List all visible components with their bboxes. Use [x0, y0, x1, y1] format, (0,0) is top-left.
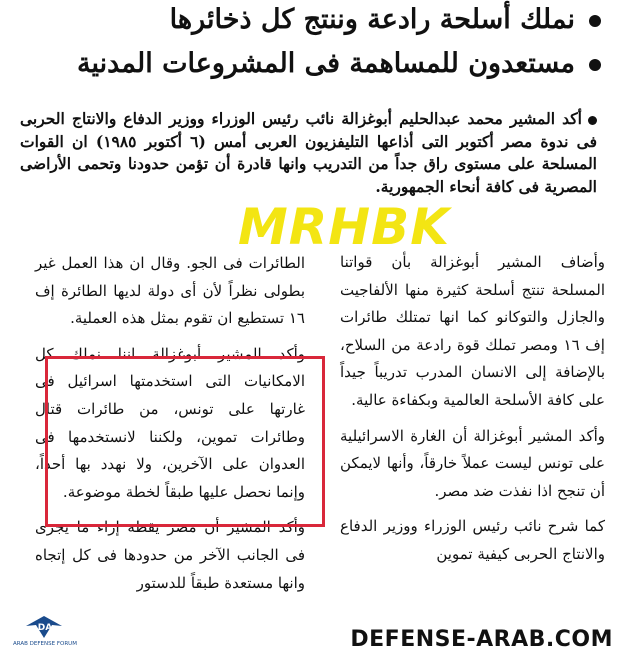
bullet-icon [589, 59, 601, 71]
lead-text: أكد المشير محمد عبدالحليم أبوغزالة نائب رئيس الوزراء ووزير الدفاع والانتاج الحربى فى ندوة مصر أكتوبر التى أذاعها التليفزيون العربى أمس (٦ أكتوبر ١٩٨٥) ان القوات المسلحة على مستوى راق جداً من التدريب وانها قادرة أن تؤمن حدودنا وتحمى الأراضى المصرية فى كافة أنحاء الجمهورية. [20, 109, 597, 196]
paragraph: كما شرح نائب رئيس الوزراء ووزير الدفاع والانتاج الحربى كيفية تموين [340, 517, 605, 563]
logo-caption: ARAB DEFENSE FORUM [13, 641, 77, 647]
forum-logo [2, 614, 88, 658]
paragraph: وأكد المشير أن مصر يقظة إزاء ما يجرى فى الجانب الآخر من حدودها فى كل إتجاه وانها مستعدة طبقاً للدستور [35, 518, 305, 592]
headline-2-text: مستعدون للمساهمة فى المشروعات المدنية [77, 48, 575, 79]
highlight-box [45, 356, 325, 527]
paragraph: وأكد المشير أبوغزالة أن الغارة الاسرائيلية على تونس ليست عملاً خارقاً، وأنها لايمكن أن تنجح اذا نفذت ضد مصر. [340, 426, 605, 500]
headline-1-text: نملك أسلحة رادعة وننتج كل ذخائرها [169, 4, 575, 35]
highlighted-paragraph: وأكد المشير أبوغزالة اننا نملك كل الامكانيات التى استخدمتها اسرائيل فى غارتها على تونس، من طائرات قتال وطائرات تموين، ولكننا لانستخدمها فى العدوان على الآخرين، ولا نهدد بها أحداً، وإنما نحصل عليها طبقاً لخطة موضوعة. [35, 344, 305, 501]
paragraph: وأضاف المشير أبوغزالة بأن قواتنا المسلحة تنتج أسلحة كثيرة منها الألفاجيت والجازل والتوكانو كما انها تمتلك طائرات إف ١٦ ومصر تملك قوة رادعة من السلاح، بالإضافة إلى الانسان المدرب تدريباً جيداً على كافة الأسلحة العالمية وبكفاءة عالية. [340, 253, 605, 409]
watermark: MRHBK [238, 198, 450, 256]
logo-text: DA [37, 623, 53, 633]
bullet-icon [588, 116, 597, 125]
paragraph: الطائرات فى الجو. وقال ان هذا العمل غير بطولى نظراً لأن أى دولة لديها الطائرة إف ١٦ تستطيع ان تقوم بمثل هذه العملية. [35, 254, 305, 328]
site-name: DEFENSE-ARAB.COM [350, 627, 613, 652]
lead-paragraph [20, 108, 597, 198]
headline-2 [77, 46, 601, 82]
headline-1 [170, 2, 601, 38]
bullet-icon [589, 15, 601, 27]
article-column-right [340, 249, 605, 569]
